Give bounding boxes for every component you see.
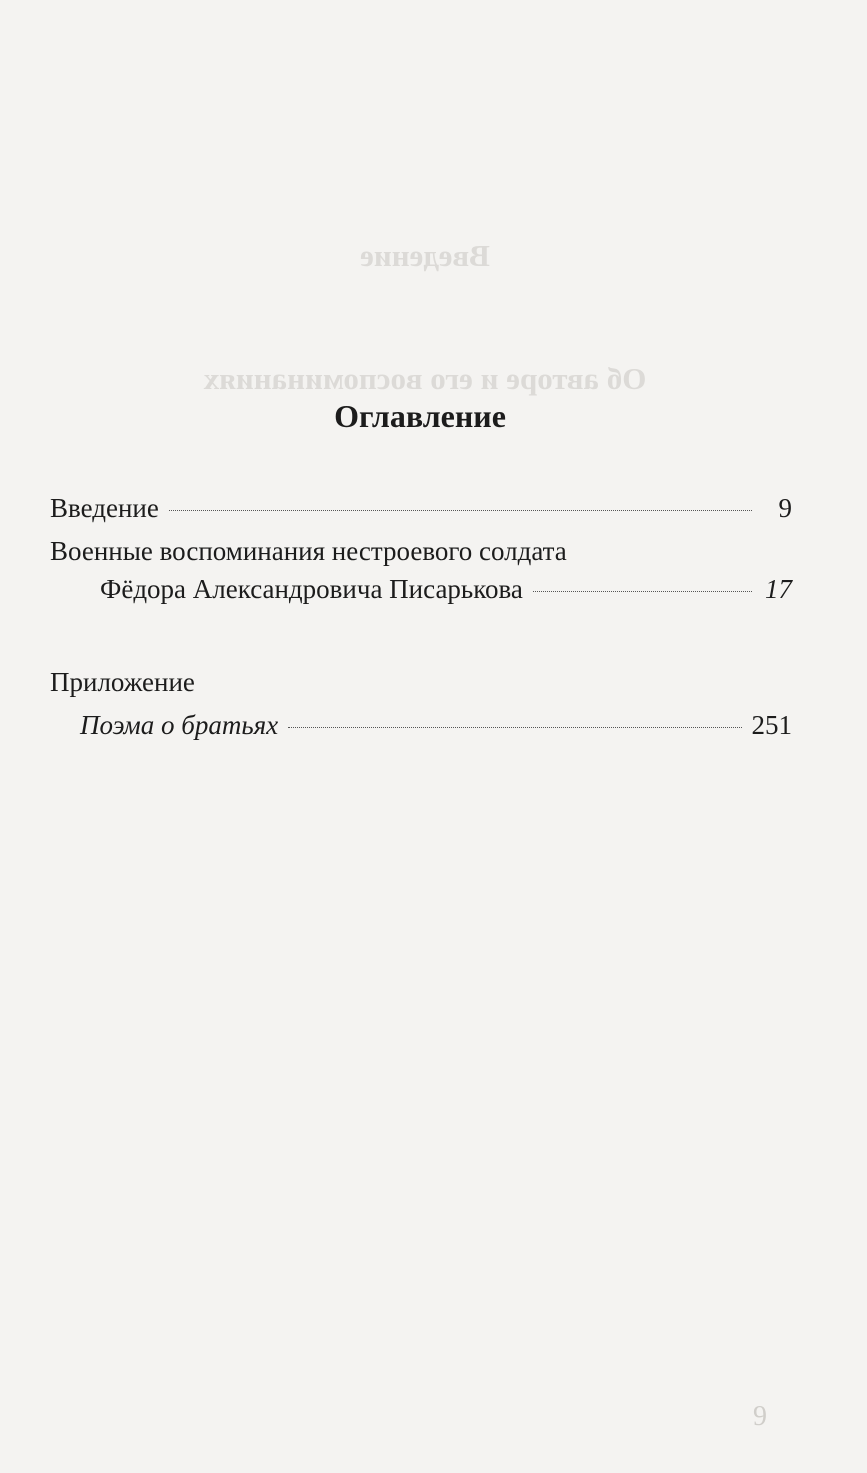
toc-entry-page: 17 <box>765 574 792 604</box>
toc-entry-page: 9 <box>778 493 792 523</box>
toc-section-label: Приложение <box>50 667 195 697</box>
bleed-through-text <box>40 358 810 400</box>
toc-entry-label: Фёдора Александровича Писарькова <box>100 574 523 604</box>
toc-entry[interactable] <box>50 536 792 567</box>
dot-leader <box>169 509 752 511</box>
toc-entry[interactable] <box>100 574 792 605</box>
toc-entry[interactable] <box>50 493 792 524</box>
dot-leader <box>533 590 752 592</box>
ghost-heading: Об авторе и его воспоминаниях <box>203 361 647 396</box>
ghost-heading: Введение <box>360 238 490 273</box>
dot-leader <box>288 726 741 728</box>
toc-entry-page: 251 <box>751 710 792 740</box>
toc-entry-label: Поэма о братьях <box>80 710 279 740</box>
toc-section[interactable] <box>50 667 792 698</box>
toc-entry[interactable] <box>80 710 792 741</box>
page-number: 9 <box>753 1401 767 1432</box>
toc-entry-label: Введение <box>50 493 159 523</box>
bleed-through-text <box>40 235 810 277</box>
toc-entry-label: Военные воспоминания нестроевого солдата <box>50 536 567 566</box>
toc-title: Оглавление <box>334 398 506 434</box>
